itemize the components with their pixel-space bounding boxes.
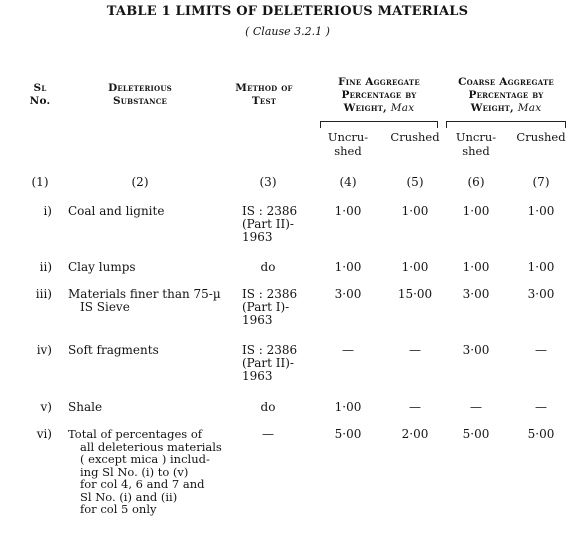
subheader-coarse-uncrushed: Uncru- shed xyxy=(455,130,497,158)
cell-fine-uncrushed: 1·00 xyxy=(334,204,362,218)
row-sl-no: v) xyxy=(40,400,52,414)
cell-coarse-uncrushed: 1·00 xyxy=(462,260,490,274)
row-substance: Soft fragments xyxy=(68,343,159,357)
column-number: (5) xyxy=(406,175,424,189)
column-number: (7) xyxy=(532,175,550,189)
cell-coarse-crushed: 5·00 xyxy=(527,427,555,441)
header-fine-aggregate: Fine Aggregate Percentage by Weight, Max xyxy=(338,76,420,114)
cell-fine-uncrushed: 1·00 xyxy=(334,260,362,274)
cell-fine-uncrushed: 3·00 xyxy=(334,287,362,301)
cell-coarse-crushed: 1·00 xyxy=(527,260,555,274)
cell-coarse-uncrushed: 5·00 xyxy=(462,427,490,441)
cell-coarse-crushed: — xyxy=(535,343,547,357)
subheader-coarse-crushed: Crushed xyxy=(516,130,566,144)
cell-fine-uncrushed: 1·00 xyxy=(334,400,362,414)
header-sl-no: Sl No. xyxy=(29,82,51,107)
row-method: IS : 2386 (Part II)- 1963 xyxy=(242,204,298,244)
cell-fine-crushed: — xyxy=(409,400,421,414)
cell-fine-crushed: 2·00 xyxy=(401,427,429,441)
row-substance: Shale xyxy=(68,400,103,414)
header-method-of-test: Method of Test xyxy=(235,82,293,107)
cell-fine-crushed: 1·00 xyxy=(401,260,429,274)
coarse-aggregate-brace xyxy=(446,121,566,129)
column-number: (1) xyxy=(31,175,49,189)
row-substance: Total of percentages of all deleterious materials ( except mica ) includ- ing Sl No. (i) to (v) for col 4, 6 and 7 and Sl No. (i) and (ii) for col 5 only xyxy=(68,427,222,516)
clause-reference: ( Clause 3.2.1 ) xyxy=(245,25,330,38)
cell-fine-uncrushed: 5·00 xyxy=(334,427,362,441)
cell-fine-crushed: 15·00 xyxy=(397,287,433,301)
cell-coarse-uncrushed: 3·00 xyxy=(462,343,490,357)
row-method: — xyxy=(262,427,274,441)
row-sl-no: iii) xyxy=(35,287,52,301)
fine-aggregate-brace xyxy=(320,121,438,129)
cell-coarse-crushed: 3·00 xyxy=(527,287,555,301)
column-number: (3) xyxy=(259,175,277,189)
row-substance: Materials finer than 75-µ IS Sieve xyxy=(68,287,221,314)
column-number: (6) xyxy=(467,175,485,189)
header-deleterious-substance: Deleterious Substance xyxy=(108,82,172,107)
cell-coarse-crushed: 1·00 xyxy=(527,204,555,218)
subheader-fine-uncrushed: Uncru- shed xyxy=(327,130,369,158)
cell-fine-crushed: 1·00 xyxy=(401,204,429,218)
column-number: (4) xyxy=(339,175,357,189)
table-title: TABLE 1 LIMITS OF DELETERIOUS MATERIALS xyxy=(106,4,469,19)
cell-fine-crushed: — xyxy=(409,343,421,357)
row-sl-no: vi) xyxy=(36,427,52,441)
row-method: do xyxy=(260,400,276,414)
row-sl-no: i) xyxy=(43,204,52,218)
header-coarse-aggregate: Coarse Aggregate Percentage by Weight, Max xyxy=(458,76,554,114)
subheader-fine-crushed: Crushed xyxy=(390,130,440,144)
row-sl-no: ii) xyxy=(39,260,52,274)
row-sl-no: iv) xyxy=(36,343,52,357)
row-substance: Clay lumps xyxy=(68,260,136,274)
row-method: IS : 2386 (Part II)- 1963 xyxy=(242,343,298,383)
cell-coarse-uncrushed: 1·00 xyxy=(462,204,490,218)
cell-fine-uncrushed: — xyxy=(342,343,354,357)
row-substance: Coal and lignite xyxy=(68,204,165,218)
cell-coarse-uncrushed: 3·00 xyxy=(462,287,490,301)
row-method: do xyxy=(260,260,276,274)
cell-coarse-uncrushed: — xyxy=(470,400,482,414)
column-number: (2) xyxy=(131,175,149,189)
row-method: IS : 2386 (Part I)- 1963 xyxy=(242,287,298,327)
cell-coarse-crushed: — xyxy=(535,400,547,414)
